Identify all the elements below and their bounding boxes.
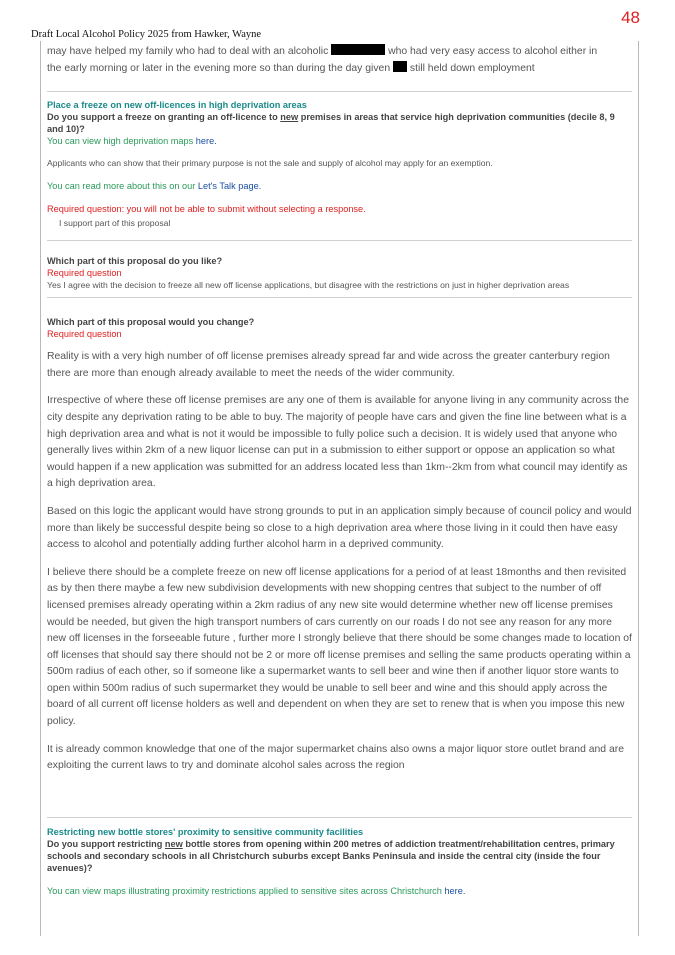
answer-paragraph: Reality is with a very high number of off license premises already spread far and wide across the greater canterbury region there are more than enough already available to meet the needs of the wider community.	[47, 351, 610, 379]
divider	[47, 240, 632, 241]
redaction-box	[331, 44, 385, 55]
read-more-line	[47, 180, 632, 192]
freeze-heading: Place a freeze on new off-licences in high deprivation areas	[47, 100, 307, 111]
intro-line2-a: the early morning or later in the evening more so than during the day given	[47, 62, 391, 74]
answer-paragraph: I believe there should be a complete freeze on new off license applications for a period of at least 18months and then revisited as by then there maybe a few new subdivision developments with new shopping centres that subject to the number of off licensed premises already operating within a 2km radius of any new site would determine whether new off license premises would be needed, but given the high transport numbers of cars currently on our roads I do not see any reason for any more new off licenses in the forseeable future , further more I strongly believe that there should be some changes made to location of off licenses that should say there should not be 2 or more off license premises and selling the same products operating within a 500m radius of each other, so if someone like a supermarket wants to sell beer and wine then if another liquor store wants to open within 500m radius of such supermarket they would be unable to sell beer and wine and this should apply across the board of all current off license holders as well and dependent on when they are set to renew that is when you impose this new policy.	[47, 566, 632, 728]
intro-line1-b: who had very easy access to alcohol either in	[388, 46, 598, 57]
lets-talk-link[interactable]: Let's Talk page.	[197, 181, 262, 192]
maps-link[interactable]: here.	[444, 885, 466, 896]
question-text: Do you support restricting	[47, 838, 165, 849]
bottle-heading: Restricting new bottle stores' proximity to sensitive community facilities	[47, 826, 364, 837]
page-content	[47, 44, 632, 897]
change-required: Required question	[47, 329, 122, 340]
question-text: premises in areas that service high deprivation communities (decile 8, 9 and 10)?	[47, 112, 615, 135]
freeze-section	[47, 99, 632, 229]
intro-text	[47, 44, 632, 77]
freeze-answer: I support part of this proposal	[59, 218, 171, 229]
intro-line1-a: may have helped my family who had to deal with an alcoholic	[47, 46, 329, 57]
required-notice: Required question: you will not be able to submit without selecting a response.	[47, 204, 366, 215]
document-header: Draft Local Alcohol Policy 2025 from Hawker, Wayne	[31, 29, 262, 40]
answer-paragraph: Based on this logic the applicant would have strong grounds to put in an application simply because of council policy and would more than likely be successful despite being so close to a high deprivation area where those living in it could then have easy access to alcohol and potentially adding further alcohol harm in a deprived community.	[47, 505, 632, 551]
answer-paragraph: Irrespective of where these off license premises are any one of them is available for anyone living in any community across the city despite any deprivation rating to be able to buy. The majority of people have cars and given the fine line between what is a high deprivation area and what is not it would be impossible to fully police such a decision. It is widely used that anyone who generally lives within 2km of a new liquor license can put in a submission to either support or oppose an application so what would happen if a new application was submitted for an address located less than 1km--2km from what council may identify as a high deprivation area.	[47, 395, 629, 490]
question-text: Do you support a freeze on granting an off-licence to	[47, 112, 281, 123]
read-more-text: You can read more about this on our	[47, 181, 198, 192]
maps-text: You can view maps illustrating proximity restrictions applied to sensitive sites across Christchurch	[47, 885, 445, 896]
question-text: bottle stores from opening within 200 metres of addiction treatment/rehabilitation centres, primary schools and secondary schools in all Christchurch suburbs except Banks Peninsula and inside the central city (inside the four avenues)?	[47, 838, 615, 873]
freeze-question	[47, 111, 632, 135]
like-section	[47, 255, 632, 291]
change-section	[47, 316, 632, 775]
answer-paragraph: It is already common knowledge that one of the major supermarket chains also owns a major liquor store outlet brand and are exploiting the current laws to try and dominate alcohol sales across the region	[47, 743, 624, 772]
intro-line2-b: still held down employment	[409, 62, 535, 74]
question-underlined: new	[280, 112, 299, 123]
change-answer	[47, 349, 632, 775]
bottle-question	[47, 838, 632, 874]
question-underlined: new	[164, 838, 183, 849]
change-question: Which part of this proposal would you change?	[47, 317, 255, 328]
maps-link[interactable]: here.	[195, 136, 217, 147]
divider	[47, 817, 632, 818]
redaction-box	[393, 61, 407, 72]
like-answer: Yes I agree with the decision to freeze all new off license applications, but disagree with the restrictions on just in higher deprivation areas	[47, 280, 570, 291]
like-required: Required question	[47, 268, 122, 279]
divider	[47, 297, 632, 298]
page-number: 48	[621, 8, 640, 27]
freeze-maps-line	[47, 135, 632, 148]
maps-text: You can view high deprivation maps	[47, 136, 196, 147]
bottle-maps-line	[47, 885, 632, 897]
divider	[47, 91, 632, 92]
bottle-section	[47, 826, 632, 897]
exemption-text: Applicants who can show that their primary purpose is not the sale and supply of alcohol may apply for an exemption.	[47, 158, 493, 169]
like-question: Which part of this proposal do you like?	[47, 256, 223, 267]
